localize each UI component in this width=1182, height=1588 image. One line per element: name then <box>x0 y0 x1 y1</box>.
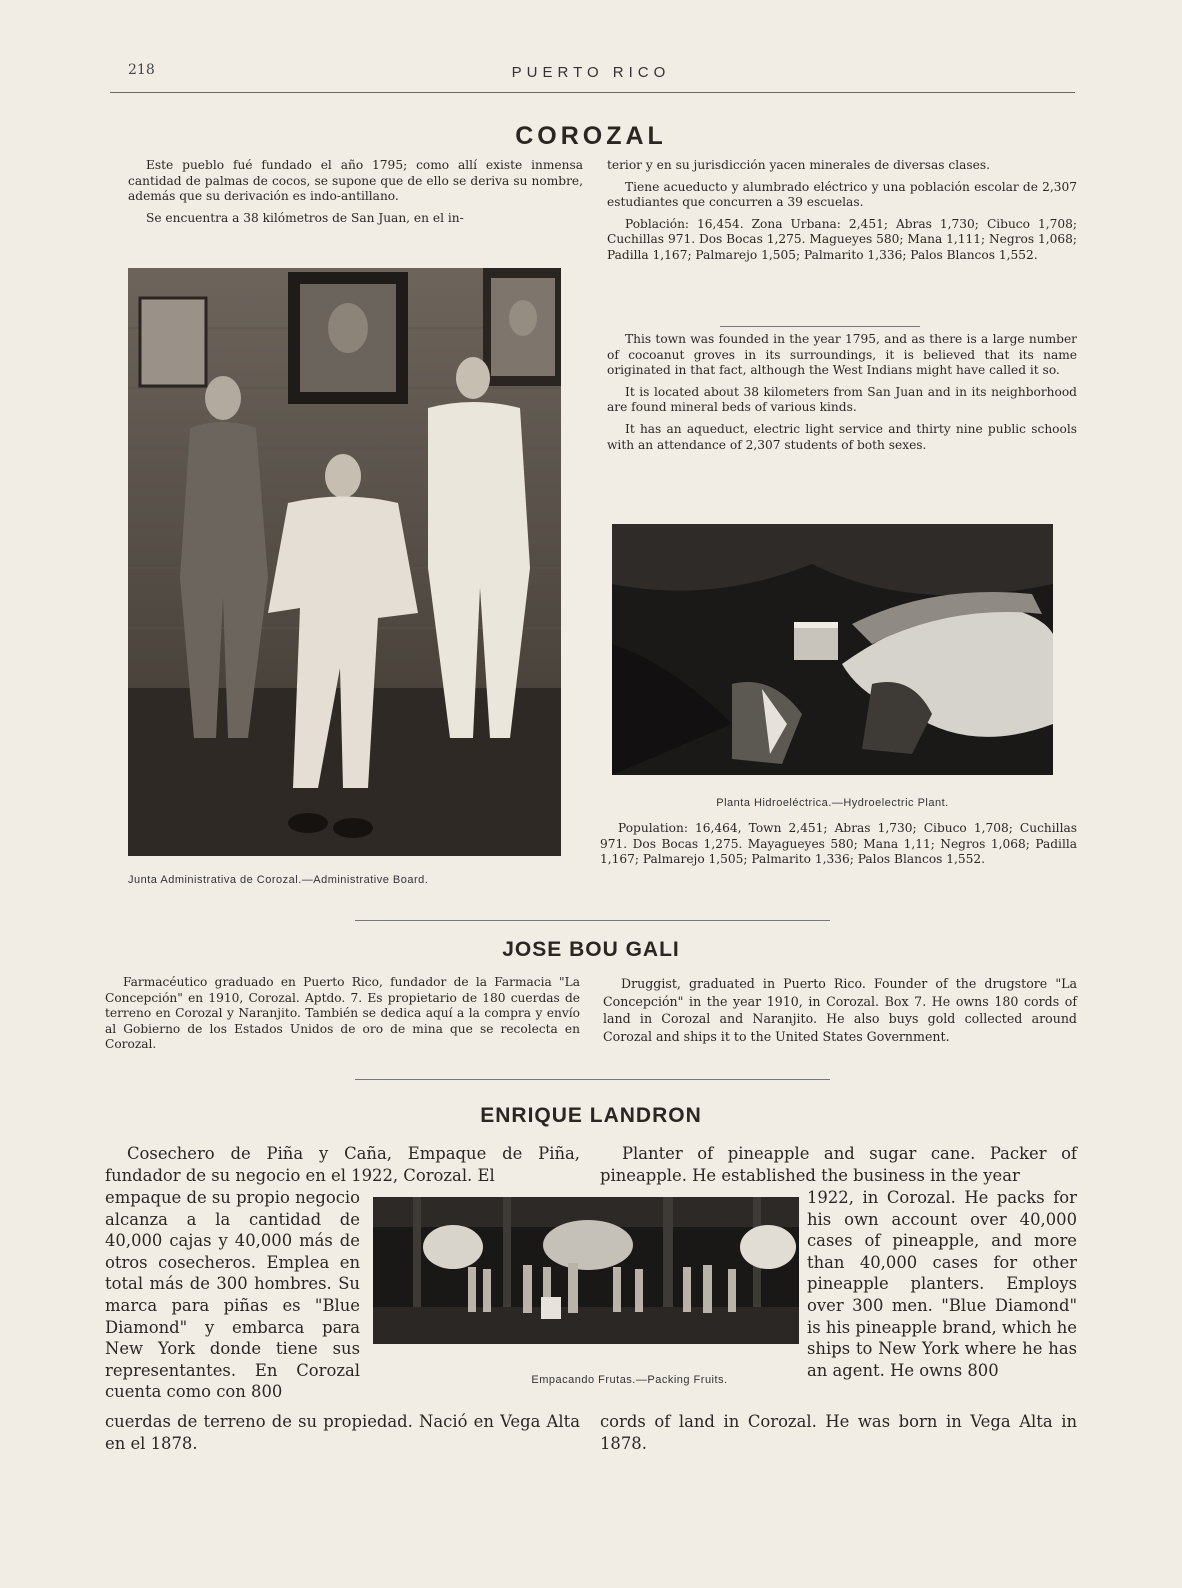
paragraph: Este pueblo fué fundado el año 1795; como allí existe inmensa cantidad de palmas de cocos, se supone que de ello se deriva su nombre, además que su derivación es indo-antillano. <box>128 158 583 204</box>
landron-english-side: 1922, in Corozal. He packs for his own account over 40,000 cases of pineapple, and more than 40,000 cases for other pineapple planters. Employs over 300 men. "Blue Diamond" is his pineapple brand, which he ships to New York where he has an agent. He owns 800 <box>807 1188 1077 1380</box>
caption-administrative-board: Junta Administrativa de Corozal.—Administrative Board. <box>128 874 429 886</box>
divider <box>355 920 830 921</box>
section-title-landron: ENRIQUE LANDRON <box>480 1104 702 1127</box>
divider <box>355 1079 830 1080</box>
divider <box>720 326 920 327</box>
paragraph: Farmacéutico graduado en Puerto Rico, fundador de la Farmacia "La Concepción" en 1910, Corozal. Aptdo. 7. Es propietario de 180 cuerdas de terreno en Corozal y Naranjito. También se dedica aquí a la compra y envío al Gobierno de los Estados Unidos de oro de mina que se recolecta en Corozal. <box>105 975 580 1052</box>
paragraph: It is located about 38 kilometers from San Juan and in its neighborhood are found mineral beds of various kinds. <box>607 384 1077 415</box>
corozal-spanish-col2 <box>607 158 1077 270</box>
photo-hydroelectric-plant <box>612 524 1053 775</box>
photo-administrative-board <box>128 268 561 856</box>
caption-hydroelectric-plant: Planta Hidroeléctrica.—Hydroelectric Plant. <box>716 797 949 809</box>
corozal-english <box>607 332 1077 459</box>
corozal-english-population <box>600 821 1077 874</box>
paragraph: Población: 16,454. Zona Urbana: 2,451; Abras 1,730; Cibuco 1,708; Cuchillas 971. Dos Bocas 1,275. Magueyes 580; Mana 1,111; Negros 1,068; Padilla 1,167; Palmarejo 1,505; Palmarito 1,336; Palos Blancos 1,552. <box>607 216 1077 262</box>
packing-photo-illustration <box>373 1197 799 1344</box>
bou-gali-english <box>603 975 1077 1051</box>
photo-packing-fruits <box>373 1197 799 1344</box>
running-title: PUERTO RICO <box>511 64 671 81</box>
section-title-bou-gali: JOSE BOU GALI <box>502 938 680 961</box>
landron-english-bottom: cords of land in Corozal. He was born in Vega Alta in 1878. <box>600 1412 1077 1453</box>
paragraph: terior y en su jurisdicción yacen minerales de diversas clases. <box>607 158 990 172</box>
landron-spanish-side: empaque de su propio negocio alcanza a la cantidad de 40,000 cajas y 40,000 más de otros cosecheros. Emplea en total más de 300 hombres. Su marca para piñas es "Blue Diamond" y embarca para New York donde tiene sus representantes. En Corozal cuenta como con 800 <box>105 1188 360 1402</box>
paragraph: Tiene acueducto y alumbrado eléctrico y una población escolar de 2,307 estudiantes que concurren a 39 escuelas. <box>607 179 1077 210</box>
paragraph: It has an aqueduct, electric light service and thirty nine public schools with an attendance of 2,307 students of both sexes. <box>607 421 1077 452</box>
bou-gali-spanish <box>105 975 580 1059</box>
paragraph: This town was founded in the year 1795, and as there is a large number of cocoanut groves in its surroundings, it is believed that its name originated in that fact, although the West Indians might have called it so. <box>607 332 1077 378</box>
paragraph: Se encuentra a 38 kilómetros de San Juan, en el in- <box>146 210 464 225</box>
landron-spanish-top: Cosechero de Piña y Caña, Empaque de Piña, fundador de su negocio en el 1922, Corozal. El <box>105 1144 580 1185</box>
header-rule <box>110 92 1075 93</box>
section-title-corozal: COROZAL <box>515 122 667 150</box>
paragraph: Population: 16,464, Town 2,451; Abras 1,730; Cibuco 1,708; Cuchillas 971. Dos Bocas 1,275. Mayagueyes 580; Mana 1,11; Negros 1,068; Padilla 1,167; Palmarejo 1,505; Palmarito 1,336; Palos Blancos 1,552. <box>600 821 1077 867</box>
corozal-spanish-col1 <box>128 158 583 232</box>
plant-photo-illustration <box>612 524 1053 775</box>
landron-spanish-bottom: cuerdas de terreno de su propiedad. Nació en Vega Alta en el 1878. <box>105 1412 580 1453</box>
page-number: 218 <box>128 62 155 78</box>
board-photo-illustration <box>128 268 561 856</box>
caption-packing-fruits: Empacando Frutas.—Packing Fruits. <box>531 1374 728 1386</box>
paragraph: Druggist, graduated in Puerto Rico. Founder of the drugstore "La Concepción" in the year 1910, in Corozal. Box 7. He owns 180 cords of land in Corozal and Naranjito. He also buys gold collected around Corozal and ships it to the United States Government. <box>603 976 1077 1044</box>
landron-english-top: Planter of pineapple and sugar cane. Packer of pineapple. He established the business in the year <box>600 1144 1077 1185</box>
